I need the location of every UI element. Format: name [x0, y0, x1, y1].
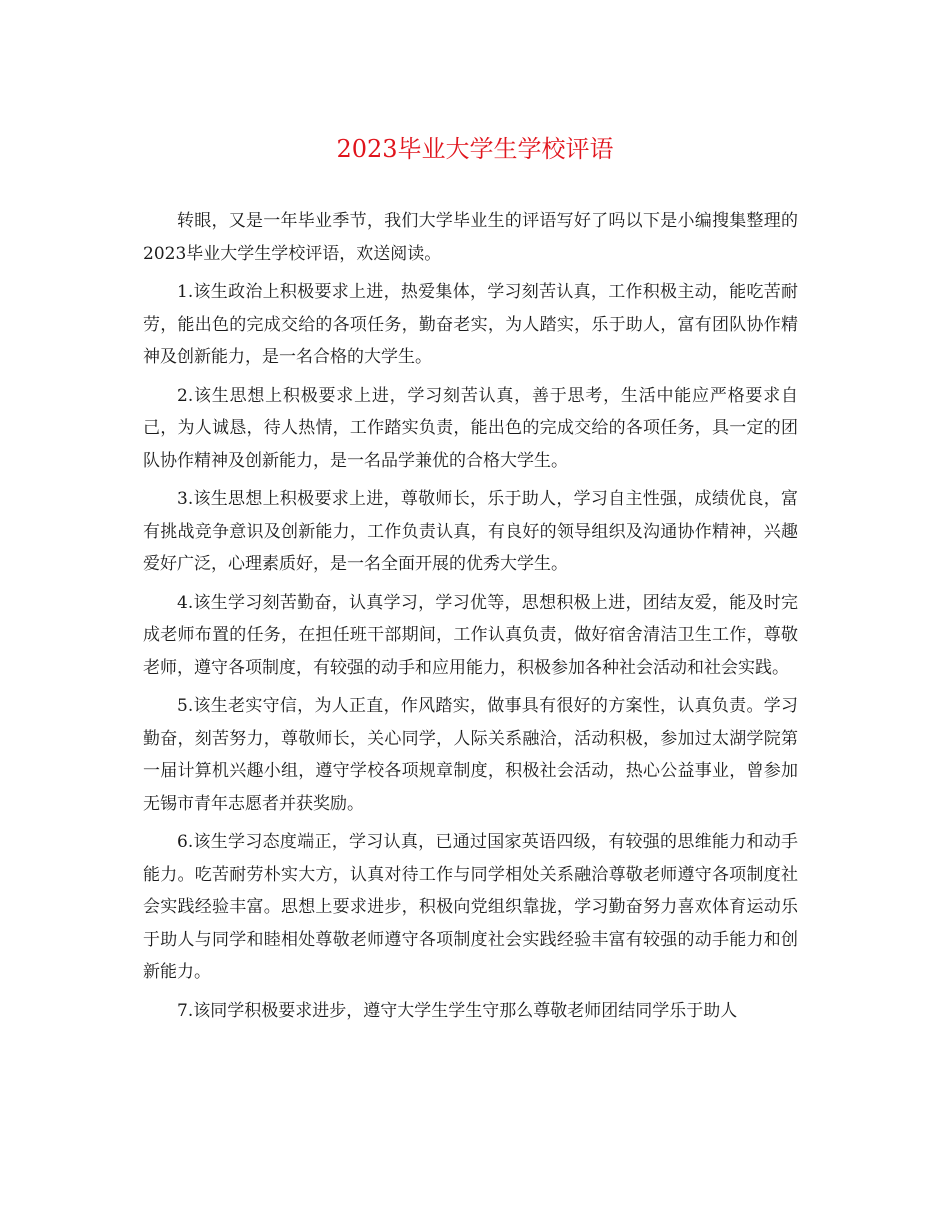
intro-paragraph: 转眼，又是一年毕业季节，我们大学毕业生的评语写好了吗以下是小编搜集整理的2023毕业大学生学校评语，欢送阅读。	[143, 211, 798, 264]
comment-paragraph-1: 1.该生政治上积极要求上进，热爱集体，学习刻苦认真，工作积极主动，能吃苦耐劳，能出色的完成交给的各项任务，勤奋老实，为人踏实，乐于助人，富有团队协作精神及创新能力，是一名合格的大学生。	[143, 282, 798, 367]
comment-paragraph-2: 2.该生思想上积极要求上进，学习刻苦认真，善于思考，生活中能应严格要求自己，为人诚恳，待人热情，工作踏实负责，能出色的完成交给的各项任务，具一定的团队协作精神及创新能力，是一名品学兼优的合格大学生。	[143, 385, 798, 471]
comment-paragraph-5: 5.该生老实守信，为人正直，作风踏实，做事具有很好的方案性，认真负责。学习勤奋，刻苦努力，尊敬师长，关心同学，人际关系融洽，活动积极，参加过太湖学院第一届计算机兴趣小组，遵守学校各项规章制度，积极社会活动，热心公益事业，曾参加无锡市青年志愿者并获奖励。	[143, 696, 798, 814]
document-body	[143, 205, 798, 1033]
document-title: 2023毕业大学生学校评语	[336, 135, 614, 163]
comment-paragraph-4: 4.该生学习刻苦勤奋，认真学习，学习优等，思想积极上进，团结友爱，能及时完成老师布置的任务，在担任班干部期间，工作认真负责，做好宿舍清洁卫生工作，尊敬老师，遵守各项制度，有较强的动手和应用能力，积极参加各种社会活动和社会实践。	[143, 592, 798, 678]
comment-paragraph-6: 6.该生学习态度端正，学习认真，已通过国家英语四级，有较强的思维能力和动手能力。吃苦耐劳朴实大方，认真对待工作与同学相处关系融洽尊敬老师遵守各项制度社会实践经验丰富。思想上要求进步，积极向党组织靠拢，学习勤奋努力喜欢体育运动乐于助人与同学和睦相处尊敬老师遵守各项制度社会实践经验丰富有较强的动手能力和创新能力。	[143, 832, 798, 982]
comment-paragraph-7: 7.该同学积极要求进步，遵守大学生学生守那么尊敬老师团结同学乐于助人	[177, 1000, 738, 1021]
comment-paragraph-3: 3.该生思想上积极要求上进，尊敬师长，乐于助人，学习自主性强，成绩优良，富有挑战竞争意识及创新能力，工作负责认真，有良好的领导组织及沟通协作精神，兴趣爱好广泛，心理素质好，是一名全面开展的优秀大学生。	[143, 489, 798, 574]
